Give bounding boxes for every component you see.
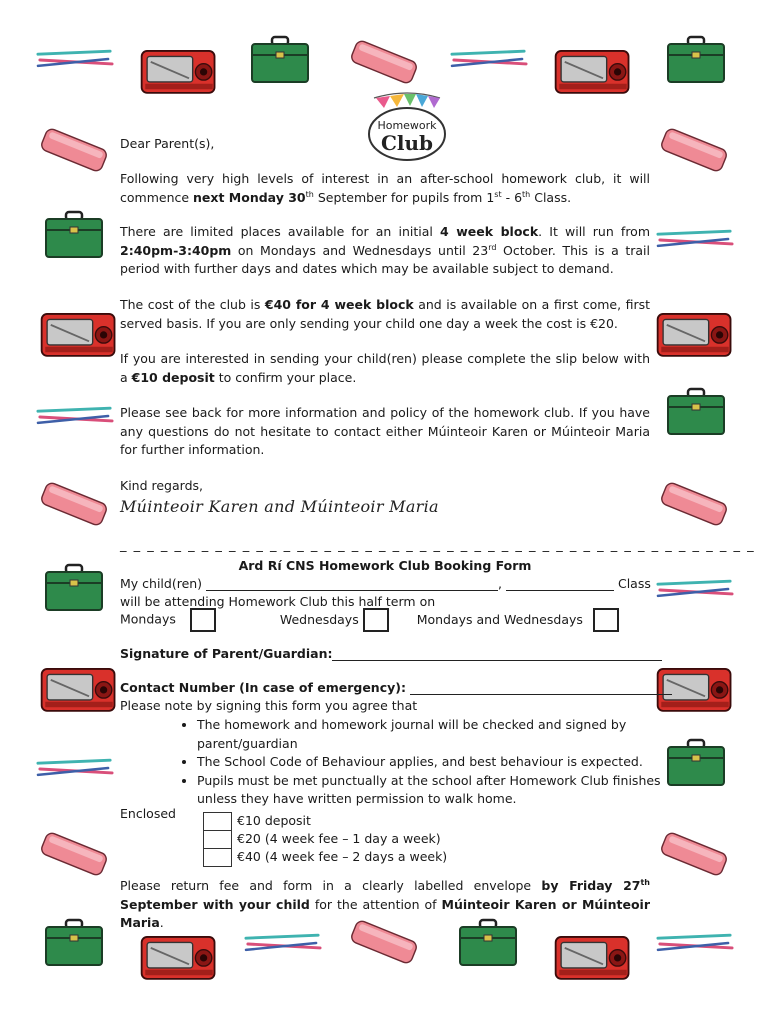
class-field[interactable]: [506, 577, 614, 591]
agree-text: Please note by signing this form you agree that: [120, 698, 418, 713]
day-options: [120, 608, 619, 632]
paragraph-contact: Please see back for more information and policy of the homework club. If you have any questions do not hesitate to contact either Múinteoir Karen or Múinteoir Maria for further information.: [120, 405, 650, 457]
form-title: Ard Rí CNS Homework Club Booking Form: [238, 558, 532, 573]
sharpener-icon: [38, 660, 120, 718]
pencils-decoration: [36, 48, 114, 72]
schoolbag-icon: [44, 563, 104, 613]
cut-line: _ _ _ _ _ _ _ _ _ _ _ _ _ _ _ _ _ _ _ _ _ _ _ _ _ _ _ _ _ _ _ _ _ _ _ _ _ _ _ _ _ _ _ _ _ _ _: [120, 538, 756, 553]
sharpener-icon: [552, 928, 634, 986]
pencils-decoration: [656, 228, 734, 252]
schoolbag-icon: [44, 918, 104, 968]
option-mondays-checkbox[interactable]: [190, 608, 216, 632]
schoolbag-icon: [44, 210, 104, 260]
pencils-decoration: [656, 578, 734, 602]
enclosed-option-deposit: €10 deposit: [237, 813, 311, 828]
closing: Kind regards,: [120, 478, 203, 493]
attend-text: will be attending Homework Club this half term on: [120, 594, 436, 609]
sharpener-icon: [138, 928, 220, 986]
child-label: My child(ren): [120, 576, 203, 591]
logo-line2: Club: [380, 131, 434, 155]
eraser-icon: [36, 832, 112, 876]
child-name-row: My child(ren) , Class: [120, 576, 651, 591]
pencils-decoration: [656, 932, 734, 956]
enclosed-label: Enclosed: [120, 806, 176, 821]
child-name-field[interactable]: [206, 577, 498, 591]
option-both-checkbox[interactable]: [593, 608, 619, 632]
option-both-label: Mondays and Wednesdays: [416, 611, 583, 627]
signature-field[interactable]: [332, 647, 662, 661]
logo-line1: Homework: [377, 119, 437, 132]
schoolbag-icon: [666, 738, 726, 788]
contact-number-field[interactable]: [410, 681, 672, 695]
enclosed-40-checkbox[interactable]: [203, 848, 232, 867]
contact-row: [120, 680, 672, 695]
option-wednesdays-checkbox[interactable]: [363, 608, 389, 632]
schoolbag-icon: [666, 35, 726, 85]
return-instructions: Please return fee and form in a clearly labelled envelope by Friday 27th September with your child for the attention of Múinteoir Karen or Múinteoir Maria.: [120, 877, 651, 930]
sharpener-icon: [138, 42, 220, 100]
list-item: • The homework and homework journal will be checked and signed by parent/guardian: [197, 716, 667, 753]
sharpener-icon: [654, 305, 736, 363]
schoolbag-icon: [250, 35, 310, 85]
pencils-decoration: [36, 757, 114, 781]
conditions-list: [175, 716, 667, 809]
enclosed-20-checkbox[interactable]: [203, 830, 232, 849]
signature-label: Signature of Parent/Guardian:: [120, 646, 333, 661]
enclosed-deposit-checkbox[interactable]: [203, 812, 232, 831]
pencils-decoration: [244, 932, 322, 956]
signature-row: [120, 646, 662, 661]
paragraph-deposit: If you are interested in sending your child(ren) please complete the slip below with a €10 deposit to confirm your place.: [120, 351, 650, 385]
list-item: • The School Code of Behaviour applies, and best behaviour is expected.: [197, 753, 667, 772]
schoolbag-icon: [666, 387, 726, 437]
pencils-decoration: [450, 48, 528, 72]
eraser-icon: [346, 40, 422, 84]
option-mondays-label: Mondays: [120, 611, 176, 627]
list-item: • Pupils must be met punctually at the school after Homework Club finishes unless they have written permission to walk home.: [197, 772, 667, 809]
option-wednesdays-label: Wednesdays: [279, 611, 359, 627]
sharpener-icon: [552, 42, 634, 100]
paragraph-intro: Following very high levels of interest in an after-school homework club, it will commence next Monday 30th September for pupils from 1st - 6th Class.: [120, 171, 650, 205]
paragraph-cost: The cost of the club is €40 for 4 week block and is available on a first come, first served basis. If you are only sending your child one day a week the cost is €20.: [120, 297, 651, 331]
contact-label: Contact Number (In case of emergency):: [120, 680, 406, 695]
eraser-icon: [656, 128, 732, 172]
eraser-icon: [656, 482, 732, 526]
paragraph-schedule: There are limited places available for an initial 4 week block. It will run from 2:40pm-3:40pm on Mondays and Wednesdays until 23rd October. This is a trail period with further days and dates which may be available subject to demand.: [120, 224, 651, 276]
enclosed-option-40: €40 (4 week fee – 2 days a week): [237, 849, 448, 864]
eraser-icon: [36, 128, 112, 172]
salutation: Dear Parent(s),: [120, 136, 215, 151]
eraser-icon: [36, 482, 112, 526]
enclosed-option-20: €20 (4 week fee – 1 day a week): [237, 831, 441, 846]
class-label: Class: [617, 576, 651, 591]
sharpener-icon: [38, 305, 120, 363]
eraser-icon: [656, 832, 732, 876]
pencils-decoration: [36, 405, 114, 429]
teacher-signature: Múinteoir Karen and Múinteoir Maria: [120, 497, 439, 516]
